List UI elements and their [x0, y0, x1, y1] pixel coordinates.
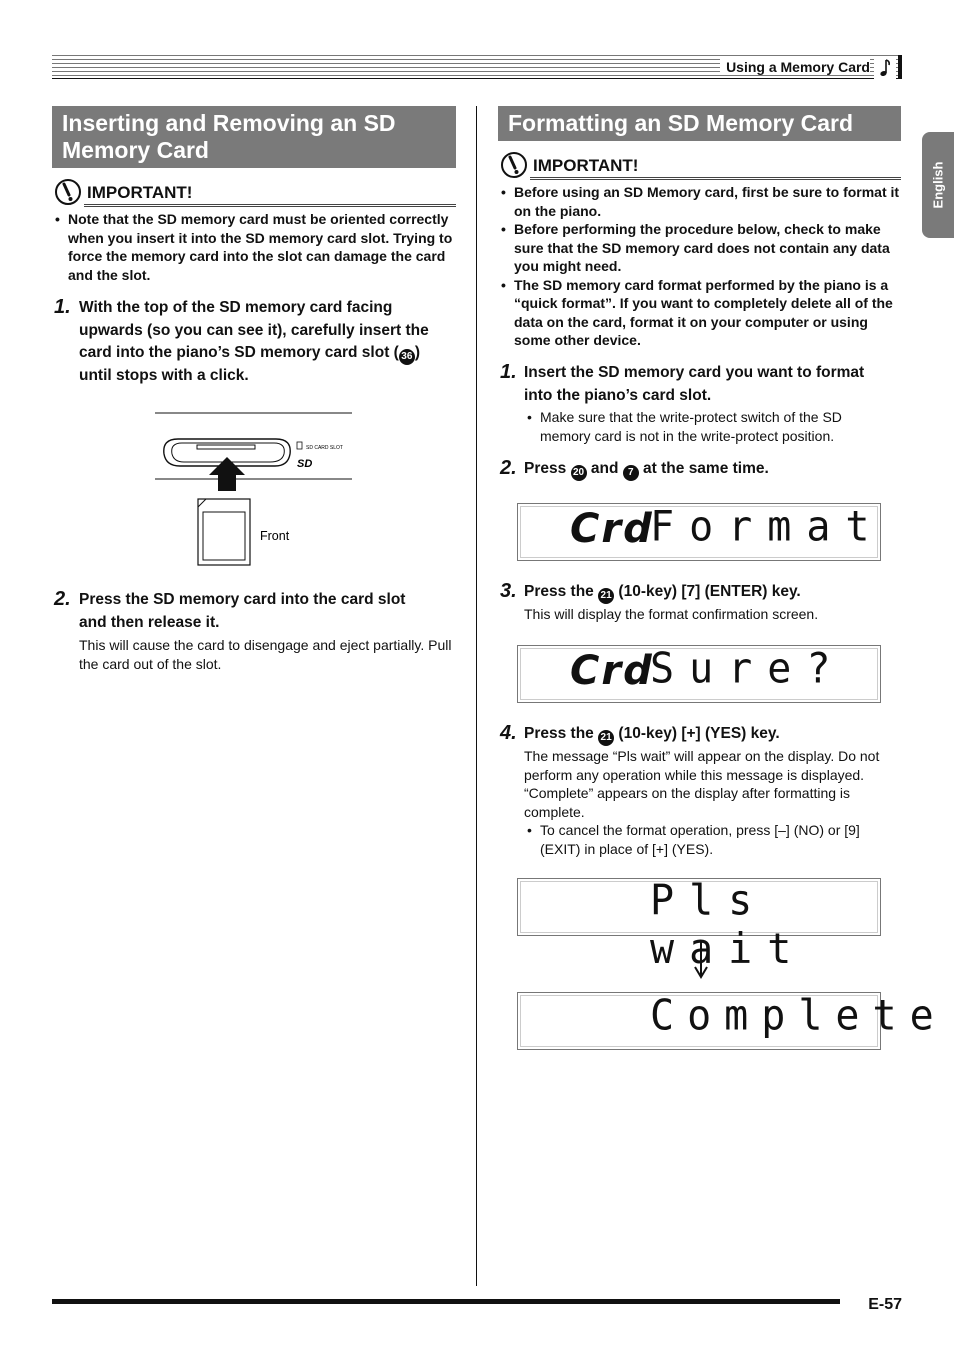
sd-card-insert-figure	[150, 406, 360, 570]
warning-icon	[500, 151, 528, 179]
step-number: 1.	[54, 296, 71, 318]
lcd-message: Pls wait	[650, 876, 807, 974]
section-banner-format: Formatting an SD Memory Card	[498, 106, 901, 141]
lcd-prefix: Crd	[570, 506, 654, 552]
lcd-display-pls-wait	[517, 876, 881, 974]
lcd-display-format	[517, 502, 885, 561]
list-item: • The SD memory card format performed by the piano is a “quick format”. If you want to completely delete all of the data on the card, format it on your computer or using some other device.	[500, 276, 901, 350]
step-number: 3.	[500, 580, 517, 602]
lcd-message: Sure?	[650, 644, 846, 694]
step-instruction: Insert the SD memory card you want to format into the piano’s card slot.	[524, 364, 865, 404]
list-item: • Before performing the procedure below, check to make sure that the SD memory card does not contain any data you might need.	[500, 220, 901, 276]
arrow-down-icon	[692, 940, 710, 980]
list-item: • Before using an SD Memory card, first be sure to format it on the piano.	[500, 183, 901, 220]
page-number: E-57	[868, 1296, 902, 1313]
step-instruction: Press 20 and 7 at the same time.	[524, 458, 902, 481]
language-tab: English	[922, 132, 954, 238]
step-description: The message “Pls wait” will appear on the display. Do not perform any operation while this message is displayed. “Complete” appears on the display after formatting is complete.	[524, 748, 880, 820]
important-heading: IMPORTANT!	[500, 151, 901, 181]
reference-number: 7	[623, 465, 639, 481]
front-label: Front	[260, 529, 290, 543]
step-number: 2.	[500, 457, 517, 479]
step-instruction: With the top of the SD memory card facing upwards (so you can see it), carefully insert the card into the piano’s SD memory card slot ( 36 ) until stops with a click.	[79, 299, 429, 384]
list-item: • Make sure that the write-protect switch of the SD memory card is not in the write-protect position.	[526, 408, 896, 445]
warning-icon	[54, 178, 82, 206]
step-bullets	[526, 821, 896, 858]
lcd-message: Complete	[650, 991, 947, 1041]
step-instruction: Press the 21 (10-key) [+] (YES) key.	[524, 723, 902, 746]
step-number: 1.	[500, 361, 517, 383]
important-heading: IMPORTANT!	[54, 178, 456, 208]
slot-label: SD CARD SLOT	[306, 445, 343, 451]
step-number: 4.	[500, 722, 517, 744]
music-note-icon	[874, 57, 896, 79]
reference-number: 20	[571, 465, 587, 481]
section-banner-insert-remove: Inserting and Removing an SD Memory Card	[52, 106, 456, 168]
lcd-display-complete	[517, 991, 947, 1050]
lcd-message: Format	[650, 502, 885, 552]
lcd-prefix: Crd	[570, 648, 654, 694]
step-description: This will display the format confirmation screen.	[524, 606, 819, 622]
important-list	[500, 183, 901, 350]
reference-number: 36	[399, 349, 415, 365]
reference-number: 21	[598, 730, 614, 746]
step-description: This will cause the card to disengage and eject partially. Pull the card out of the slot.	[79, 637, 452, 672]
sd-logo: SD	[297, 458, 313, 470]
header-title: Using a Memory Card	[720, 59, 870, 75]
step-instruction: Press the 21 (10-key) [7] (ENTER) key.	[524, 581, 902, 604]
header-end-bar	[898, 55, 902, 79]
footer-rule	[52, 1299, 840, 1304]
important-list	[54, 210, 456, 284]
reference-number: 21	[598, 588, 614, 604]
step-instruction: Press the SD memory card into the card slot and then release it.	[79, 591, 406, 631]
list-item: • To cancel the format operation, press [–] (NO) or [9] (EXIT) in place of [+] (YES).	[526, 821, 896, 858]
lcd-display-sure	[517, 645, 881, 703]
step-number: 2.	[54, 588, 71, 610]
column-divider	[476, 106, 477, 1286]
list-item: • Note that the SD memory card must be oriented correctly when you insert it into the SD memory card slot. Trying to force the memory card into the slot can damage the card and the slot.	[54, 210, 456, 284]
step-bullets	[526, 408, 896, 445]
